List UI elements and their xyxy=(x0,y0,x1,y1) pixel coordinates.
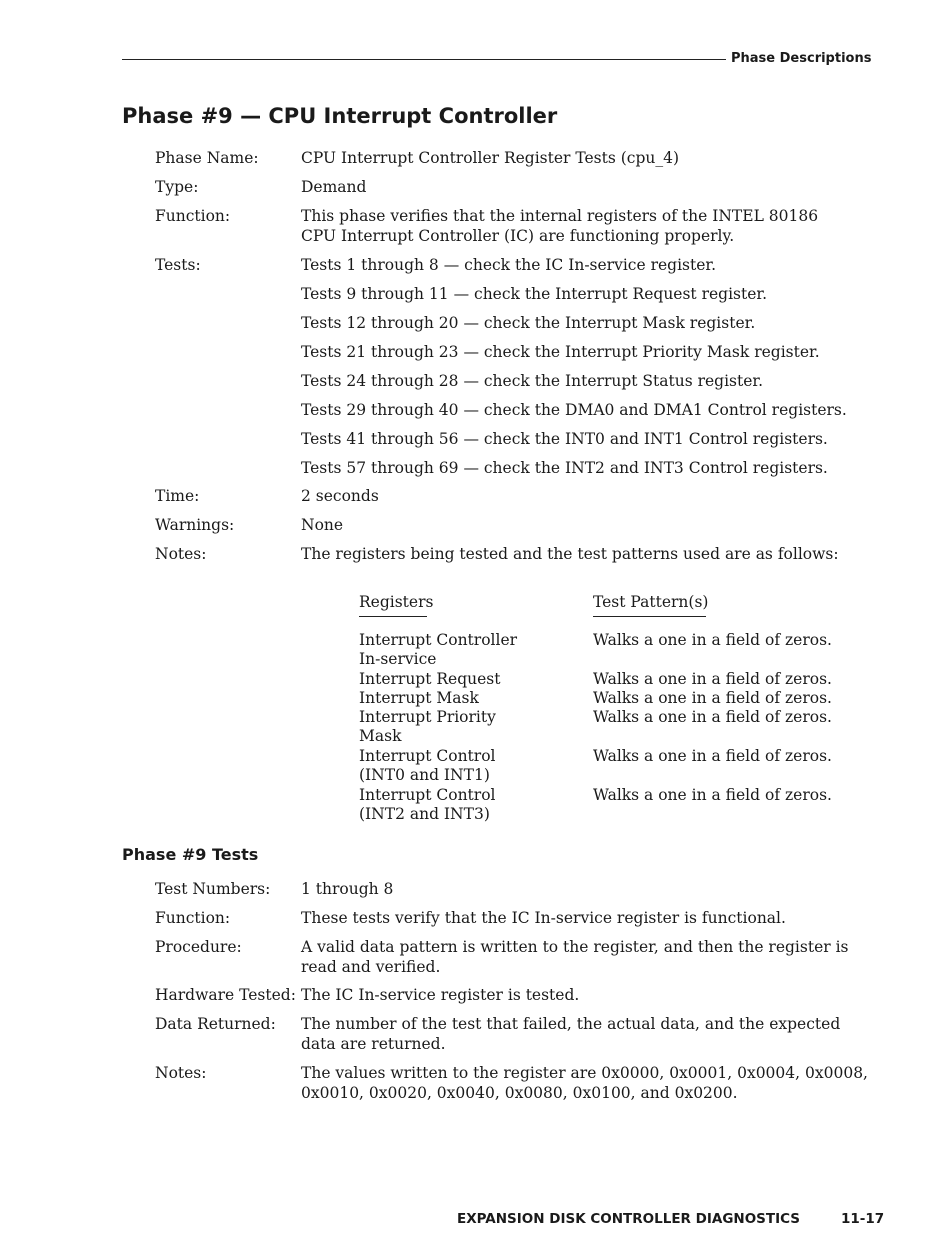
phase-name-value: CPU Interrupt Controller Register Tests (cpu_4) xyxy=(301,149,680,167)
test-function-label: Function: xyxy=(155,909,231,927)
phase-type-value: Demand xyxy=(301,178,367,196)
test-range-description: check the IC In-service register. xyxy=(464,256,717,274)
test-range-text xyxy=(301,372,763,390)
test-range-text xyxy=(301,285,767,303)
table-row-pattern: Walks a one in a field of zeros. xyxy=(593,708,832,726)
phase-name-label: Phase Name: xyxy=(155,149,259,167)
test-range-text xyxy=(301,343,820,361)
page-title: Phase #9 — CPU Interrupt Controller xyxy=(122,104,558,128)
test-range-text xyxy=(301,256,716,274)
table-row-pattern: Walks a one in a field of zeros. xyxy=(593,786,832,804)
phase-function-value: This phase verifies that the internal registers of the INTEL 80186 CPU Interrupt Controller (IC) are functioning properly. xyxy=(301,207,819,245)
test-range-description: check the DMA0 and DMA1 Control registers. xyxy=(483,401,847,419)
phase-notes-label: Notes: xyxy=(155,545,207,563)
test-range-label: Tests 21 through 23 — xyxy=(301,343,484,361)
test-range-label: Tests 12 through 20 — xyxy=(301,314,484,332)
table-row-register: Interrupt Control (INT2 and INT3) xyxy=(359,786,496,824)
test-range-label: Tests 41 through 56 — xyxy=(301,430,484,448)
test-notes-value: The values written to the register are 0x0000, 0x0001, 0x0004, 0x0008, 0x0010, 0x0020, 0x0040, 0x0080, 0x0100, and 0x0200. xyxy=(301,1064,868,1102)
test-data-value: The number of the test that failed, the actual data, and the expected data are returned. xyxy=(301,1015,841,1053)
table-row-register: Interrupt Control (INT0 and INT1) xyxy=(359,747,496,785)
test-range-label: Tests 1 through 8 — xyxy=(301,256,465,274)
header-rule xyxy=(122,59,726,60)
test-range-text xyxy=(301,430,828,448)
phase-time-label: Time: xyxy=(155,487,200,505)
test-range-text xyxy=(301,401,847,419)
phase-warnings-label: Warnings: xyxy=(155,516,235,534)
phase-type-label: Type: xyxy=(155,178,199,196)
test-data-label: Data Returned: xyxy=(155,1015,276,1033)
test-range-label: Tests 57 through 69 — xyxy=(301,459,484,477)
phase-time-value: 2 seconds xyxy=(301,487,379,505)
page-number: 11-17 xyxy=(841,1211,885,1227)
table-row-register: Interrupt Request xyxy=(359,670,501,688)
test-range-description: check the Interrupt Status register. xyxy=(483,372,764,390)
table-row-pattern: Walks a one in a field of zeros. xyxy=(593,631,832,649)
test-numbers-value: 1 through 8 xyxy=(301,880,394,898)
test-function-value: These tests verify that the IC In-service register is functional. xyxy=(301,909,786,927)
column-header-underline xyxy=(593,616,706,617)
test-range-text xyxy=(301,459,828,477)
column-header-underline xyxy=(359,616,427,617)
column-header-patterns-text: Test Pattern(s) xyxy=(593,593,709,611)
test-range-label: Tests 9 through 11 — xyxy=(301,285,475,303)
test-procedure-label: Procedure: xyxy=(155,938,242,956)
test-range-description: check the INT2 and INT3 Control registers. xyxy=(483,459,828,477)
table-row-pattern: Walks a one in a field of zeros. xyxy=(593,670,832,688)
test-range-description: check the Interrupt Request register. xyxy=(474,285,768,303)
test-numbers-label: Test Numbers: xyxy=(155,880,271,898)
table-row-register: Interrupt Mask xyxy=(359,689,479,707)
test-notes-label: Notes: xyxy=(155,1064,207,1082)
running-header: Phase Descriptions xyxy=(731,51,872,66)
column-header-registers-text: Registers xyxy=(359,593,434,611)
phase-function-label: Function: xyxy=(155,207,231,225)
test-hardware-value: The IC In-service register is tested. xyxy=(301,986,580,1004)
table-row-pattern: Walks a one in a field of zeros. xyxy=(593,689,832,707)
test-range-description: check the Interrupt Priority Mask register. xyxy=(483,343,820,361)
test-range-label: Tests 29 through 40 — xyxy=(301,401,484,419)
phase-tests-label: Tests: xyxy=(155,256,201,274)
table-row-register: Interrupt Controller In-service xyxy=(359,631,518,669)
test-hardware-label: Hardware Tested: xyxy=(155,986,296,1004)
test-range-description: check the INT0 and INT1 Control registers. xyxy=(483,430,828,448)
test-range-text xyxy=(301,314,755,332)
table-row-pattern: Walks a one in a field of zeros. xyxy=(593,747,832,765)
column-header-patterns xyxy=(593,593,708,611)
column-header-registers xyxy=(359,593,433,611)
test-procedure-value: A valid data pattern is written to the register, and then the register is read and verified. xyxy=(301,938,849,976)
phase-notes-value: The registers being tested and the test patterns used are as follows: xyxy=(301,545,839,563)
phase-warnings-value: None xyxy=(301,516,344,534)
test-range-label: Tests 24 through 28 — xyxy=(301,372,484,390)
footer-title: EXPANSION DISK CONTROLLER DIAGNOSTICS xyxy=(457,1211,801,1227)
test-range-description: check the Interrupt Mask register. xyxy=(483,314,756,332)
section-heading: Phase #9 Tests xyxy=(122,845,259,864)
table-row-register: Interrupt Priority Mask xyxy=(359,708,496,746)
